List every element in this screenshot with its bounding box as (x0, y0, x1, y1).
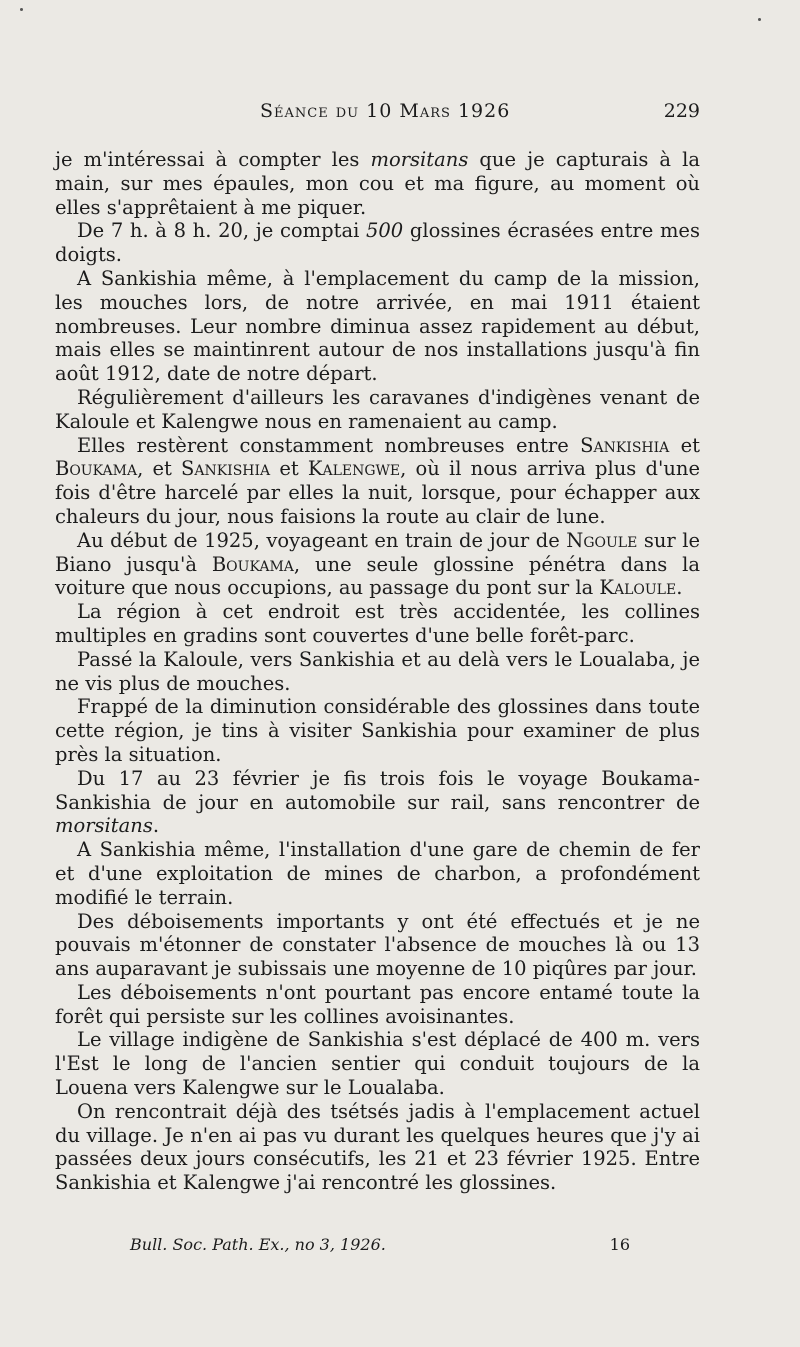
text-run: . (676, 576, 683, 600)
running-title: Séance du 10 Mars 1926 (260, 100, 511, 122)
italic-term: 500 (365, 219, 404, 243)
place-name: Kaloule (599, 576, 677, 600)
body-text (55, 148, 700, 1195)
text-run: Des déboisements importants y ont été effectués et je ne pouvais m'étonner de constater l'absence de mouches là ou 13 ans auparavant je subissais une moyenne de 10 piqûres par jour. (55, 909, 700, 981)
paragraph (55, 695, 700, 766)
text-run: La région à cet endroit est très accidentée, les collines multiples en gradins sont couvertes d'une belle forêt-parc. (55, 600, 700, 647)
place-name: Kalengwe (307, 457, 401, 481)
text-run: Le village indigène de Sankishia s'est déplacé de 400 m. vers l'Est le long de l'ancien sentier qui conduit toujours de la Louena vers Kalengwe sur le Loualaba. (55, 1028, 700, 1100)
text-run: Les déboisements n'ont pourtant pas encore entamé toute la forêt qui persiste sur les collines avoisinantes. (55, 980, 700, 1028)
paragraph (55, 767, 700, 838)
place-name: Sankishia (181, 457, 271, 481)
text-run: Frappé de la diminution considérable des glossines dans toute cette région, je tins à visiter Sankishia pour examiner de plus près la situation. (55, 695, 700, 766)
text-run: On rencontrait déjà des tsétsés jadis à l'emplacement actuel du village. Je n'en ai pas vu durant les quelques heures que j'y ai passées deux jours consécutifs, les 21 et 23 février 1925. Entre Sankishia et Kalengwe j'ai rencontré les glossines. (55, 1099, 700, 1195)
text-run: et (270, 457, 308, 481)
place-name: Boukama (55, 457, 138, 481)
text-run: , une seule glossine pénétra dans la voiture que nous occupions, au passage du pont sur la (55, 552, 701, 600)
text-run: Au début de 1925, voyageant en train de jour de (77, 528, 567, 552)
text-run: et (669, 433, 700, 457)
page-number: 229 (663, 100, 700, 122)
paragraph (55, 600, 700, 648)
italic-term: morsitans (370, 148, 469, 171)
text-run: Régulièrement d'ailleurs les caravanes d'indigènes venant de Kaloule et Kalengwe nous en ramenaient au camp. (55, 385, 700, 433)
paragraph (55, 910, 700, 981)
paragraph (55, 267, 700, 386)
place-name: Ngoule (566, 528, 638, 552)
text-run: je m'intéressai à compter les (55, 148, 371, 171)
text-run: Passé la Kaloule, vers Sankishia et au delà vers le Loualaba, je ne vis plus de mouches. (55, 647, 700, 695)
text-run: A Sankishia même, l'installation d'une gare de chemin de fer et d'une exploitation de mines de charbon, a profondément modifié le terrain. (55, 838, 700, 909)
page-footer (130, 1235, 630, 1254)
paragraph (55, 386, 700, 434)
text-run: . (152, 814, 160, 838)
scan-speck (20, 8, 23, 11)
paragraph (55, 838, 700, 909)
italic-term: morsitans (55, 814, 153, 838)
text-run: , et (137, 457, 181, 481)
place-name: Sankishia (580, 433, 670, 457)
text-run: De 7 h. à 8 h. 20, je comptai (77, 219, 366, 243)
scan-speck (758, 18, 761, 21)
place-name: Boukama (211, 552, 294, 576)
journal-citation: Bull. Soc. Path. Ex., no 3, 1926. (130, 1235, 386, 1254)
text-run: , où il nous arriva plus d'une fois d'être harcelé par elles la nuit, lorsque, pour échapper aux chaleurs du jour, nous faisions la route au clair de lune. (55, 457, 700, 528)
paragraph (55, 148, 700, 219)
text-run: Elles restèrent constamment nombreuses entre (77, 433, 581, 457)
paragraph (55, 529, 700, 600)
signature-mark: 16 (609, 1235, 630, 1254)
page-header (55, 100, 700, 130)
text-run: sur le Biano jusqu'à (55, 528, 700, 576)
text-run: que je capturais à la main, sur mes épaules, mon cou et ma figure, au moment où elles s'apprêtaient à me piquer. (55, 148, 700, 219)
paragraph (55, 219, 700, 267)
text-run: A Sankishia même, à l'emplacement du camp de la mission, les mouches lors, de notre arrivée, en mai 1911 étaient nombreuses. Leur nombre diminua assez rapidement au début, mais elles se maintinrent autour de nos installations jusqu'à fin août 1912, date de notre départ. (55, 266, 700, 386)
text-run: Du 17 au 23 février je fis trois fois le voyage Boukama-Sankishia de jour en automobile sur rail, sans rencontrer de (55, 766, 700, 814)
paragraph (55, 981, 700, 1029)
paragraph (55, 1028, 700, 1099)
text-run: glossines écrasées entre mes doigts. (55, 219, 700, 267)
paragraph (55, 648, 700, 696)
paragraph (55, 434, 700, 529)
paragraph (55, 1100, 700, 1195)
